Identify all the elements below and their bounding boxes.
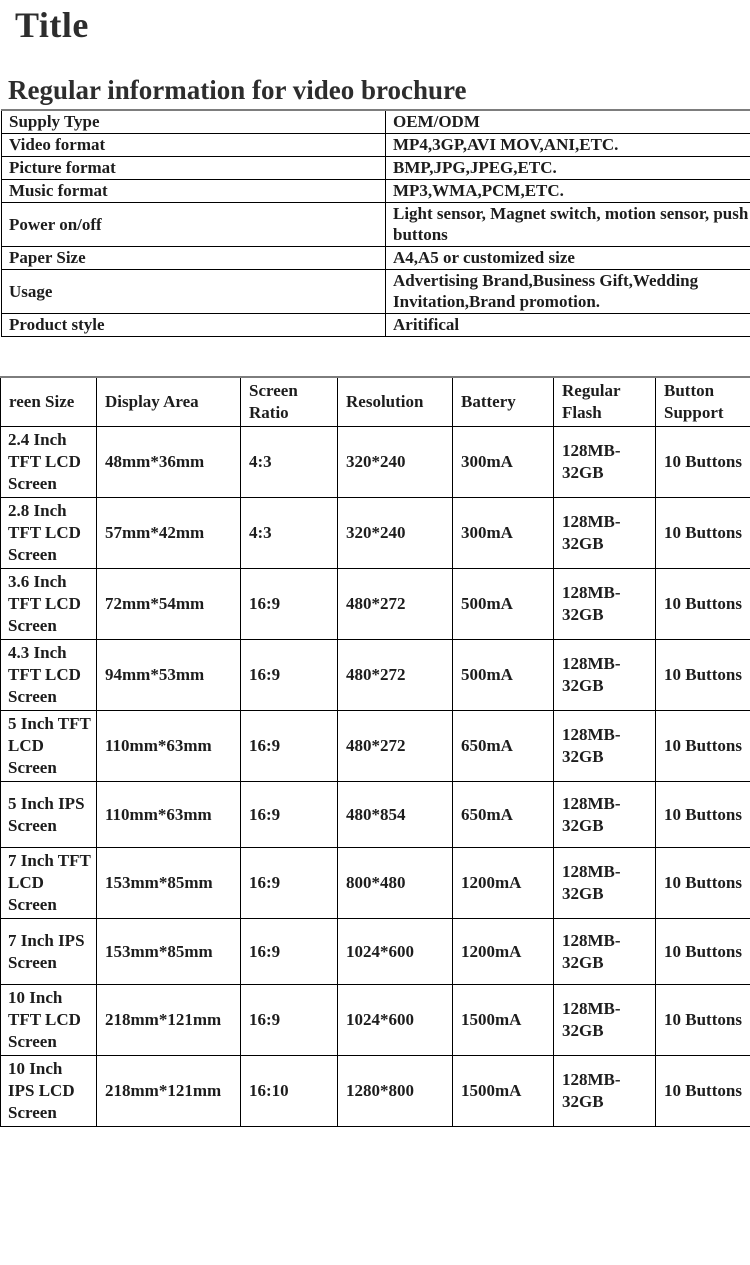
spec-cell: 300mA — [453, 498, 554, 569]
spec-cell: 128MB-32GB — [554, 427, 656, 498]
page-title: Title — [15, 4, 750, 46]
info-value-cell: Light sensor, Magnet switch, motion sensor, push buttons — [386, 203, 750, 247]
spec-cell: 128MB-32GB — [554, 919, 656, 985]
table-row — [1, 1056, 750, 1127]
spec-cell: 128MB-32GB — [554, 640, 656, 711]
spec-cell: 57mm*42mm — [97, 498, 241, 569]
info-label-cell: Paper Size — [2, 247, 386, 270]
spec-cell: 800*480 — [338, 848, 453, 919]
spec-header-cell: Screen Ratio — [241, 377, 338, 427]
spec-cell: 300mA — [453, 427, 554, 498]
info-label-cell: Music format — [2, 180, 386, 203]
spec-cell: 128MB-32GB — [554, 711, 656, 782]
info-value-cell: OEM/ODM — [386, 110, 750, 134]
info-table — [1, 109, 750, 337]
spec-cell: 1500mA — [453, 1056, 554, 1127]
info-value-cell: BMP,JPG,JPEG,ETC. — [386, 157, 750, 180]
section-heading: Regular information for video brochure — [8, 75, 750, 106]
table-row — [1, 569, 750, 640]
spec-cell: 72mm*54mm — [97, 569, 241, 640]
spec-cell: 650mA — [453, 782, 554, 848]
spec-name-cell: 10 Inch IPS LCD Screen — [1, 1056, 97, 1127]
spec-cell: 1024*600 — [338, 985, 453, 1056]
spec-cell: 16:9 — [241, 782, 338, 848]
spec-name-cell: 10 Inch TFT LCD Screen — [1, 985, 97, 1056]
spec-cell: 10 Buttons — [656, 498, 750, 569]
info-value-cell: Advertising Brand,Business Gift,Wedding Invitation,Brand promotion. — [386, 270, 750, 314]
info-value-cell: MP4,3GP,AVI MOV,ANI,ETC. — [386, 134, 750, 157]
spec-cell: 16:9 — [241, 985, 338, 1056]
spec-header-row — [1, 377, 750, 427]
spec-cell: 10 Buttons — [656, 569, 750, 640]
table-row — [1, 848, 750, 919]
spec-cell: 1280*800 — [338, 1056, 453, 1127]
info-value-cell: A4,A5 or customized size — [386, 247, 750, 270]
spec-header-cell: Button Support — [656, 377, 750, 427]
spec-cell: 16:9 — [241, 919, 338, 985]
spec-name-cell: 2.4 Inch TFT LCD Screen — [1, 427, 97, 498]
spec-cell: 1024*600 — [338, 919, 453, 985]
spec-cell: 218mm*121mm — [97, 1056, 241, 1127]
spec-cell: 4:3 — [241, 427, 338, 498]
spec-cell: 16:9 — [241, 848, 338, 919]
table-row — [2, 270, 750, 314]
spec-cell: 10 Buttons — [656, 711, 750, 782]
spec-name-cell: 7 Inch IPS Screen — [1, 919, 97, 985]
spec-table-body — [1, 427, 750, 1127]
spec-cell: 128MB-32GB — [554, 985, 656, 1056]
spec-cell: 480*272 — [338, 711, 453, 782]
spec-cell: 320*240 — [338, 427, 453, 498]
table-row — [1, 919, 750, 985]
spec-cell: 128MB-32GB — [554, 498, 656, 569]
table-row — [1, 985, 750, 1056]
spec-cell: 153mm*85mm — [97, 848, 241, 919]
spec-cell: 16:9 — [241, 711, 338, 782]
spec-name-cell: 5 Inch TFT LCD Screen — [1, 711, 97, 782]
spec-header-cell: Battery — [453, 377, 554, 427]
spec-cell: 128MB-32GB — [554, 569, 656, 640]
table-row — [1, 427, 750, 498]
spec-cell: 10 Buttons — [656, 640, 750, 711]
spec-cell: 128MB-32GB — [554, 782, 656, 848]
info-label-cell: Picture format — [2, 157, 386, 180]
spec-cell: 48mm*36mm — [97, 427, 241, 498]
spec-cell: 16:10 — [241, 1056, 338, 1127]
info-value-cell: Aritifical — [386, 314, 750, 337]
table-row — [2, 314, 750, 337]
spec-header-cell: reen Size — [1, 377, 97, 427]
table-row — [1, 711, 750, 782]
spec-cell: 500mA — [453, 640, 554, 711]
table-row — [2, 180, 750, 203]
table-row — [2, 110, 750, 134]
spec-cell: 480*272 — [338, 640, 453, 711]
spec-cell: 320*240 — [338, 498, 453, 569]
spec-cell: 10 Buttons — [656, 919, 750, 985]
spec-header-cell: Regular Flash — [554, 377, 656, 427]
table-row — [1, 782, 750, 848]
spec-cell: 218mm*121mm — [97, 985, 241, 1056]
spec-cell: 110mm*63mm — [97, 711, 241, 782]
table-row — [2, 134, 750, 157]
spec-cell: 480*272 — [338, 569, 453, 640]
spec-header-cell: Resolution — [338, 377, 453, 427]
spec-name-cell: 2.8 Inch TFT LCD Screen — [1, 498, 97, 569]
table-row — [2, 157, 750, 180]
spec-cell: 10 Buttons — [656, 985, 750, 1056]
spec-cell: 500mA — [453, 569, 554, 640]
spec-cell: 1200mA — [453, 919, 554, 985]
spec-table — [0, 376, 750, 1127]
info-table-body — [2, 110, 750, 337]
spec-cell: 16:9 — [241, 569, 338, 640]
spec-cell: 94mm*53mm — [97, 640, 241, 711]
spec-cell: 650mA — [453, 711, 554, 782]
spec-cell: 10 Buttons — [656, 1056, 750, 1127]
info-label-cell: Supply Type — [2, 110, 386, 134]
spec-cell: 128MB-32GB — [554, 1056, 656, 1127]
spec-cell: 110mm*63mm — [97, 782, 241, 848]
info-label-cell: Video format — [2, 134, 386, 157]
spec-cell: 480*854 — [338, 782, 453, 848]
info-value-cell: MP3,WMA,PCM,ETC. — [386, 180, 750, 203]
spec-header-cell: Display Area — [97, 377, 241, 427]
table-row — [2, 203, 750, 247]
spec-cell: 10 Buttons — [656, 782, 750, 848]
spec-name-cell: 3.6 Inch TFT LCD Screen — [1, 569, 97, 640]
document-page — [0, 4, 750, 1265]
table-row — [1, 640, 750, 711]
spec-cell: 10 Buttons — [656, 848, 750, 919]
spec-name-cell: 5 Inch IPS Screen — [1, 782, 97, 848]
spec-name-cell: 4.3 Inch TFT LCD Screen — [1, 640, 97, 711]
spec-cell: 1200mA — [453, 848, 554, 919]
spec-cell: 128MB-32GB — [554, 848, 656, 919]
info-label-cell: Power on/off — [2, 203, 386, 247]
info-label-cell: Product style — [2, 314, 386, 337]
info-label-cell: Usage — [2, 270, 386, 314]
spec-cell: 10 Buttons — [656, 427, 750, 498]
table-row — [2, 247, 750, 270]
spec-name-cell: 7 Inch TFT LCD Screen — [1, 848, 97, 919]
spec-cell: 153mm*85mm — [97, 919, 241, 985]
spec-cell: 4:3 — [241, 498, 338, 569]
spec-cell: 16:9 — [241, 640, 338, 711]
spec-cell: 1500mA — [453, 985, 554, 1056]
table-row — [1, 498, 750, 569]
